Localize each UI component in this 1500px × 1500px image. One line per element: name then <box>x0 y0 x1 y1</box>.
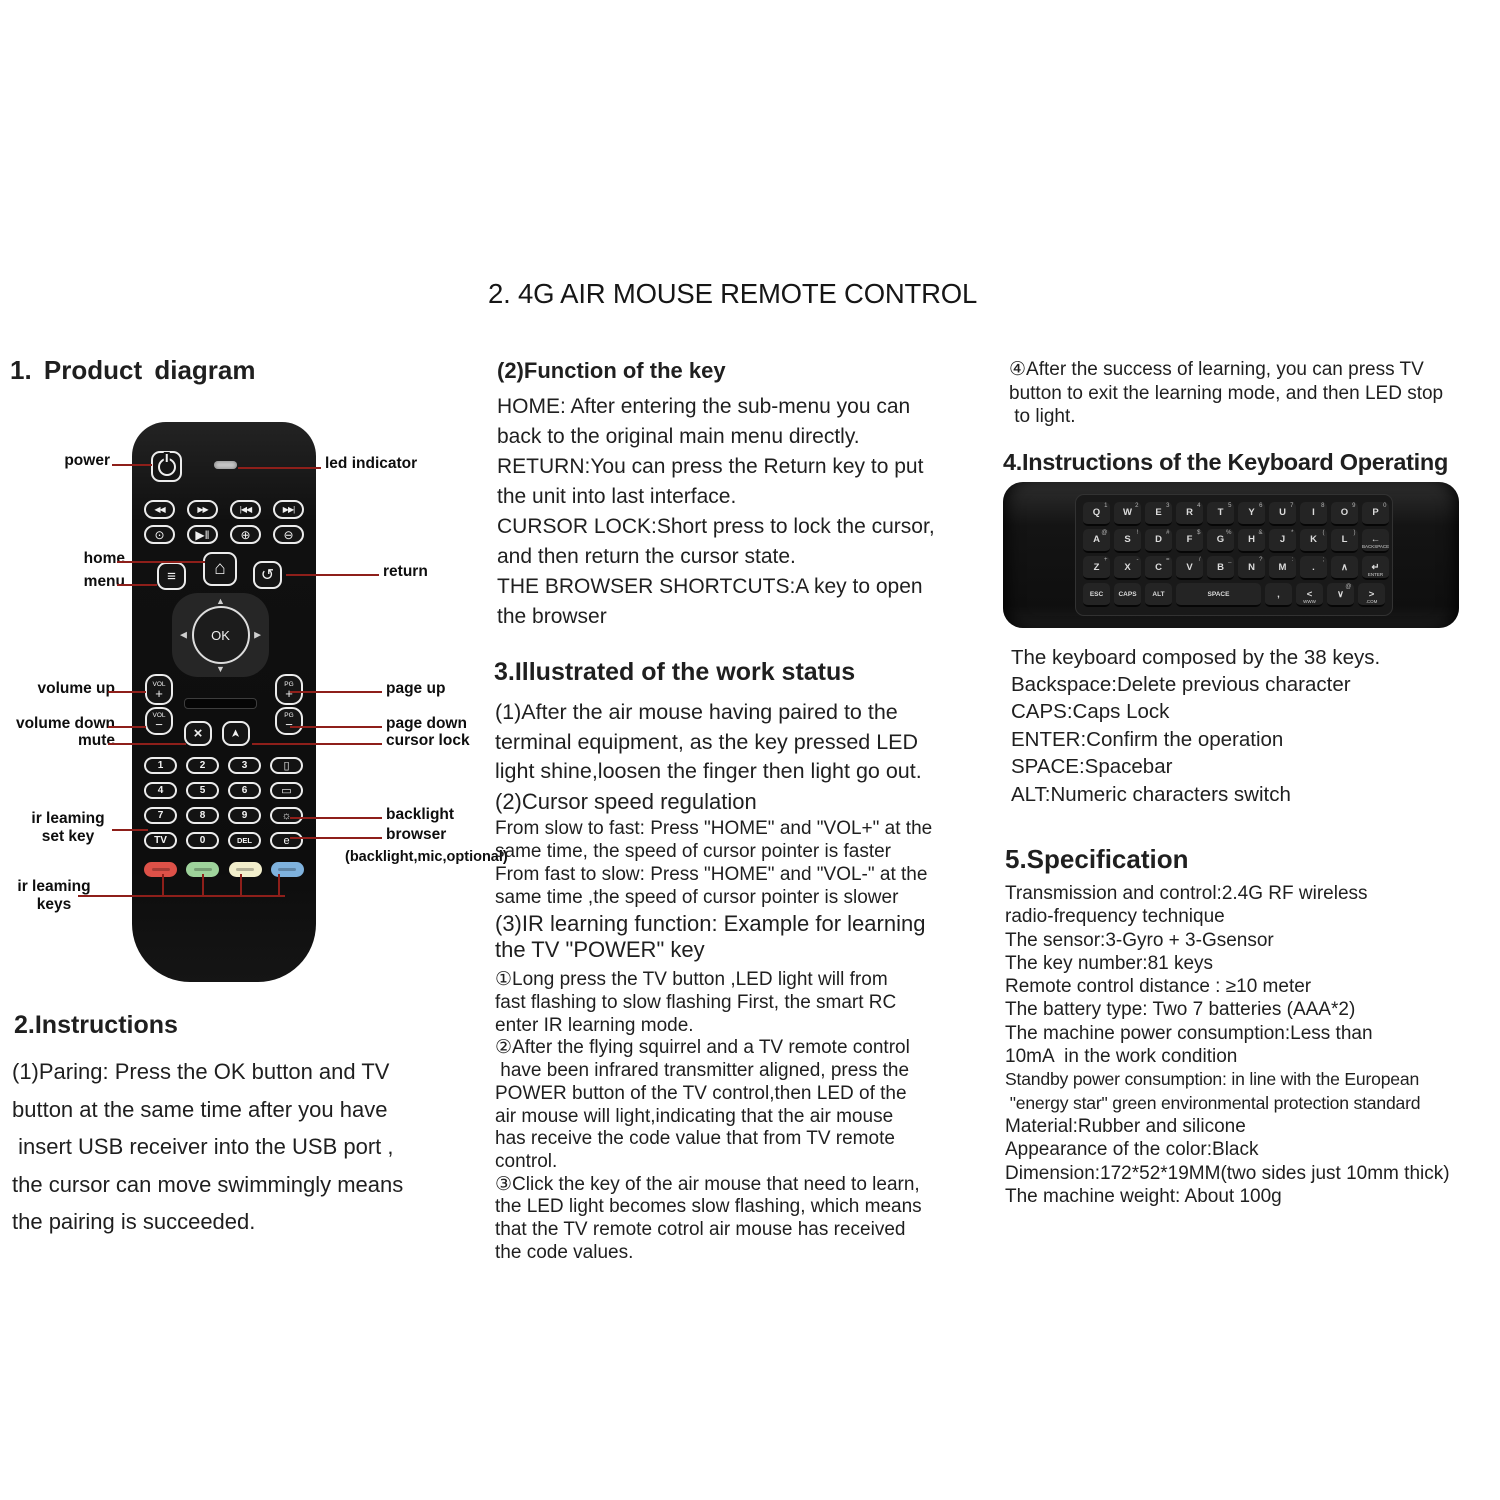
drop-ir-key2 <box>202 874 204 895</box>
keyboard-illustration <box>1003 482 1459 628</box>
mute-icon: × <box>193 725 203 742</box>
line-mute <box>108 743 186 745</box>
ir-learning-heading: (3)IR learning function: Example for learning the TV "POWER" key <box>495 911 926 963</box>
learning-success-note: ④After the success of learning, you can press TV button to exit the learning mode, and then LED stop to light. <box>1009 359 1444 427</box>
label-volume-up: volume up <box>37 680 115 697</box>
line-ir-keys <box>78 895 285 897</box>
ok-button: OK <box>192 606 250 664</box>
specification-body: Transmission and control:2.4G RF wireless radio-frequency technique The sensor:3-Gyro + 3-Gsensor The key number:81 keys Remote control distance : ≥10 meter The battery type: Two 7 batteries (AAA*2) The machine power consumption:Less than 10mA in the work condition Standby power consumption: in line with the European "energy star" green environmental protection standard Material:Rubber and silicone Appearance of the color:Black Dimension:172*52*19MM(two sides just 10mm thick) The machine weight: About 100g <box>1005 882 1450 1207</box>
left-column <box>10 355 508 1241</box>
instructions-heading: 2.Instructions <box>14 1011 178 1039</box>
function-key-body: HOME: After entering the sub-menu you can back to the original main menu directly. RETURN:You can press the Return key to put the unit into last interface. CURSOR LOCK:Short press to lock the cursor, and then return the cursor state. THE BROWSER SHORTCUTS:A key to open the browser <box>497 395 935 628</box>
label-return: return <box>383 563 428 580</box>
power-icon <box>158 458 176 476</box>
page-title: 2. 4G AIR MOUSE REMOTE CONTROL <box>488 278 978 309</box>
number-pad: 1 2 3 ▯ 4 5 6 ▭ 7 8 9 ☼ TV 0 DEL e <box>144 757 304 849</box>
function-key-heading: (2)Function of the key <box>497 358 726 383</box>
drop-ir-key4 <box>278 874 280 895</box>
menu-icon: ≡ <box>167 567 176 585</box>
line-page-down <box>290 726 382 728</box>
home-icon: ⌂ <box>214 558 226 579</box>
label-page-down: page down <box>386 715 467 732</box>
keyboard-notes: The keyboard composed by the 38 keys. Backspace:Delete previous character CAPS:Caps Lock ENTER:Confirm the operation SPACE:Spacebar ALT:Numeric characters switch <box>1011 645 1381 806</box>
label-backlight: backlight <box>386 806 455 823</box>
dpad-right-icon: ▶ <box>254 629 261 640</box>
page-down-button: PG − <box>275 707 303 735</box>
volume-buttons <box>145 674 173 735</box>
page-up-button: PG + <box>275 674 303 705</box>
ir-learning-body: ①Long press the TV button ,LED light will from fast flashing to slow flashing First, the smart RC enter IR learning mode. ②After the flying squirrel and a TV remote control have been infrared transmitter aligned, press the POWER button of the TV control,then LED of the air mouse will light,indicating that the air mouse has receive the code value that from TV remote control. ③Click the key of the air mouse that need to learn, the LED light becomes slow flashing, which means that the TV remote cotrol air mouse has received the code values. <box>495 969 922 1263</box>
return-icon: ↺ <box>260 567 275 584</box>
menu-button <box>157 562 186 590</box>
media-buttons-row1: ◀◀ ▶▶ |◀◀ ▶▶| <box>144 500 304 519</box>
label-mute: mute <box>77 732 115 749</box>
line-return <box>286 574 379 576</box>
right-column <box>1003 356 1500 1208</box>
product-diagram-heading: 1. Product diagram <box>10 355 256 385</box>
label-page-up: page up <box>386 680 446 697</box>
mute-button <box>184 721 212 746</box>
line-led-indicator <box>238 467 321 469</box>
power-button <box>151 451 182 482</box>
label-led-indicator: led indicator <box>325 455 418 472</box>
cursor-lock-button <box>222 721 250 746</box>
line-page-up <box>290 691 382 693</box>
led-indicator-light <box>214 461 237 469</box>
label-power: power <box>64 452 110 469</box>
volume-up-button: VOL + <box>145 674 173 705</box>
line-volume-down <box>108 726 146 728</box>
drop-ir-key3 <box>240 874 242 895</box>
media-buttons-row2: ⊙ ▶‖ ⊕ ⊖ <box>144 525 304 544</box>
product-diagram <box>10 422 508 1009</box>
work-status-heading: 3.Illustrated of the work status <box>494 658 856 686</box>
label-cursor-lock: cursor lock <box>386 732 470 749</box>
work-status-p1: (1)After the air mouse having paired to the terminal equipment, as the key pressed LED light shine,loosen the finger then light go out. <box>495 700 922 783</box>
line-home <box>117 561 205 563</box>
instructions-body: (1)Paring: Press the OK button and TV button at the same time after you have insert USB receiver into the USB port , the cursor can move swimmingly means the pairing is succeeded. <box>12 1059 404 1234</box>
dpad-left-icon: ◀ <box>180 629 187 640</box>
dpad-down-icon: ▼ <box>216 664 225 674</box>
label-volume-down: volume down <box>15 715 115 732</box>
line-ir-set-key <box>112 829 148 831</box>
line-browser <box>290 837 382 839</box>
ir-learning-keys <box>144 862 304 877</box>
cursor-speed-body: From slow to fast: Press "HOME" and "VOL+" at the same time, the speed of cursor pointer is faster From fast to slow: Press "HOME" and "VOL-" at the same time ,the speed of cursor pointer is slower <box>495 817 933 909</box>
drop-ir-key1 <box>162 874 164 895</box>
line-volume-up <box>108 691 146 693</box>
dpad-up-icon: ▲ <box>216 596 225 606</box>
dpad <box>172 593 269 677</box>
label-browser: browser <box>386 826 447 843</box>
keyboard-heading: 4.Instructions of the Keyboard Operating <box>1003 448 1448 475</box>
return-button <box>253 561 282 589</box>
mic-slot <box>184 698 257 709</box>
volume-down-button: VOL − <box>145 707 173 735</box>
line-menu <box>117 584 157 586</box>
label-ir-keys: ir leaming keys <box>17 878 91 913</box>
cursor-icon: ➤ <box>230 728 243 739</box>
label-backlight-optional: (backlight,mic,optional) <box>345 849 508 865</box>
line-power <box>112 464 152 466</box>
label-ir-set-key: ir leaming set key <box>31 810 105 845</box>
line-backlight <box>290 817 382 819</box>
line-cursor-lock <box>252 743 382 745</box>
remote-illustration <box>132 422 316 982</box>
keyboard-plate: Q 1 W 2 E 3 R 4 T 5 Y 6 U 7 I 8 O 9 P 0 A @ S ! D # F $ G % H & J * K ( L ) ← BACKSPACE Z + X - C = V / B _ N ? M : . ; ∧ ↵ ENTER ESC CAPS ALT SPACE , < WWW ∨ @ > .COM <box>1075 494 1393 616</box>
cursor-speed-heading: (2)Cursor speed regulation <box>495 788 757 814</box>
label-home: home <box>83 550 125 567</box>
label-menu: menu <box>83 573 125 590</box>
specification-heading: 5.Specification <box>1005 843 1189 874</box>
middle-column <box>492 358 984 1264</box>
home-button <box>203 552 237 586</box>
